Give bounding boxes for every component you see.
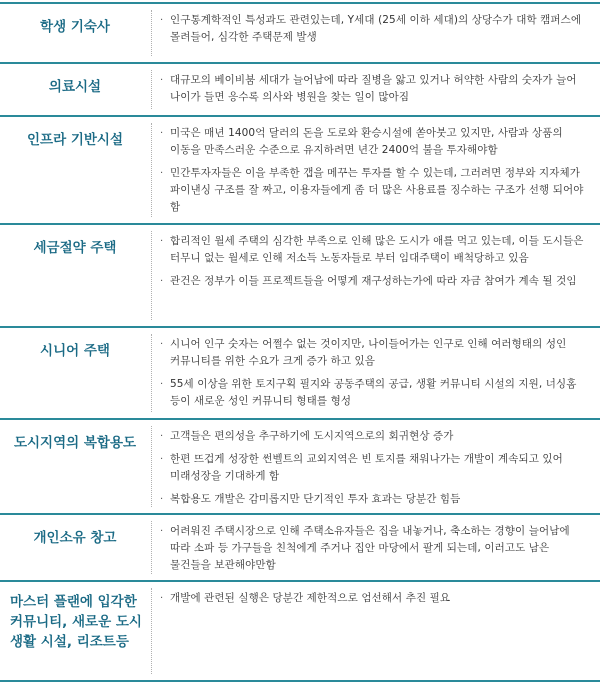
bullet-item <box>158 491 590 508</box>
row-content <box>158 420 590 508</box>
column-divider <box>151 70 152 109</box>
table-row <box>0 328 600 420</box>
table-row <box>0 2 600 64</box>
table-row <box>0 64 600 117</box>
category-label: 학생 기숙사 <box>40 19 110 35</box>
bullet-text: 한편 뜨겁게 성장한 썬벨트의 교외지역은 빈 토지를 채워나가는 개발이 계속되고 있어 미래성장을 기대하게 함 <box>170 453 563 482</box>
table-row <box>0 420 600 515</box>
column-divider <box>151 521 152 574</box>
bullet-dot-icon: · <box>160 494 164 505</box>
bullet-text: 복합용도 개발은 감미롭지만 단기적인 투자 효과는 당분간 힘듬 <box>170 493 461 505</box>
bullet-text: 민간투자자들은 이을 부족한 갭을 메꾸는 투자를 할 수 있는데, 그러려면 정부와 지자체가 파이낸싱 구조를 잘 짜고, 이용자들에게 좀 더 많은 사용료를 징수하는 구조가 선행 되어야 함 <box>170 167 584 213</box>
bullet-dot-icon: · <box>160 379 164 390</box>
table-row <box>0 582 600 682</box>
bullet-item <box>158 233 590 267</box>
bullet-dot-icon: · <box>160 15 164 26</box>
bullet-dot-icon: · <box>160 454 164 465</box>
bullet-item <box>158 72 590 106</box>
bullet-item <box>158 273 590 290</box>
bullet-text: 개발에 관련된 실행은 당분간 제한적으로 엄선해서 추진 필요 <box>170 592 451 604</box>
row-content <box>158 328 590 410</box>
bullet-item <box>158 165 590 216</box>
bullet-text: 어려워진 주택시장으로 인해 주택소유자들은 집을 내놓거나, 축소하는 경향이 늘어남에 따라 소파 등 가구들을 친척에게 주거나 집안 마당에서 팔게 되는데, 이러고도 남은 물건들을 보관해야만함 <box>170 525 570 571</box>
bullet-text: 합리적인 월세 주택의 심각한 부족으로 인해 많은 도시가 애를 먹고 있는데, 이들 도시들은 터무니 없는 월세로 인해 저소득 노동자들로 부터 임대주택이 배척당하고 있음 <box>170 235 584 264</box>
bullet-item <box>158 336 590 370</box>
row-content <box>158 64 590 106</box>
bullet-item <box>158 125 590 159</box>
row-content <box>158 225 590 290</box>
bullet-text: 관건은 정부가 이들 프로젝트들을 어떻게 재구성하는가에 따라 자금 참여가 계속 될 것임 <box>170 275 577 287</box>
bullet-item <box>158 376 590 410</box>
bullet-text: 시니어 인구 숫자는 어쩔수 없는 것이지만, 나이들어가는 인구로 인해 여러형태의 성인 커뮤니티를 위한 수요가 크게 증가 하고 있음 <box>170 338 567 367</box>
column-divider <box>151 10 152 56</box>
bullet-dot-icon: · <box>160 276 164 287</box>
table-row <box>0 225 600 328</box>
bullet-text: 미국은 매년 1400억 달러의 돈을 도로와 환승시설에 쏟아붓고 있지만, 사람과 상품의 이동을 만족스러운 수준으로 유지하려면 년간 2400억 불을 투자해야함 <box>170 127 563 156</box>
column-divider <box>151 426 152 507</box>
row-content <box>158 515 590 574</box>
bullet-text: 55세 이상을 위한 토지구획 필지와 공동주택의 공급, 생활 커뮤니티 시설의 지원, 너싱홈 등이 새로운 성인 커뮤니티 형태를 형성 <box>170 378 577 407</box>
bullet-item <box>158 523 590 574</box>
category-label: 인프라 기반시설 <box>27 132 123 148</box>
bullet-item <box>158 428 590 445</box>
bullet-item <box>158 12 590 46</box>
bullet-text: 인구통계학적인 특성과도 관련있는데, Y세대 (25세 이하 세대)의 상당수가 대학 캠퍼스에 몰려들어, 심각한 주택문제 발생 <box>170 14 582 43</box>
bullet-dot-icon: · <box>160 75 164 86</box>
row-content <box>158 117 590 216</box>
bullet-dot-icon: · <box>160 128 164 139</box>
column-divider <box>151 334 152 412</box>
column-divider <box>151 231 152 320</box>
bullet-item <box>158 590 590 607</box>
bullet-item <box>158 451 590 485</box>
column-divider <box>151 123 152 217</box>
bullet-dot-icon: · <box>160 593 164 604</box>
category-label: 시니어 주택 <box>40 343 110 359</box>
bullet-dot-icon: · <box>160 339 164 350</box>
bullet-text: 대규모의 베이비붐 세대가 늘어남에 따라 질병을 앓고 있거나 허약한 사람의 숫자가 늘어 나이가 들면 응수록 의사와 병원을 찾는 일이 많아짐 <box>170 74 577 103</box>
bullet-dot-icon: · <box>160 168 164 179</box>
category-label: 의료시설 <box>48 79 102 95</box>
table-row <box>0 117 600 225</box>
bullet-dot-icon: · <box>160 236 164 247</box>
row-content <box>158 582 590 607</box>
bullet-dot-icon: · <box>160 526 164 537</box>
bullet-text: 고객들은 편의성을 추구하기에 도시지역으로의 회귀현상 증가 <box>170 430 454 442</box>
category-label: 세금절약 주택 <box>33 240 117 256</box>
row-content <box>158 4 590 46</box>
column-divider <box>151 588 152 674</box>
bullet-dot-icon: · <box>160 431 164 442</box>
table-row <box>0 515 600 582</box>
category-label: 개인소유 창고 <box>33 530 117 546</box>
category-label: 마스터 플랜에 입각한 커뮤니티, 새로운 도시생활 시설, 리조트등 <box>10 594 142 650</box>
category-label: 도시지역의 복합용도 <box>13 435 137 451</box>
